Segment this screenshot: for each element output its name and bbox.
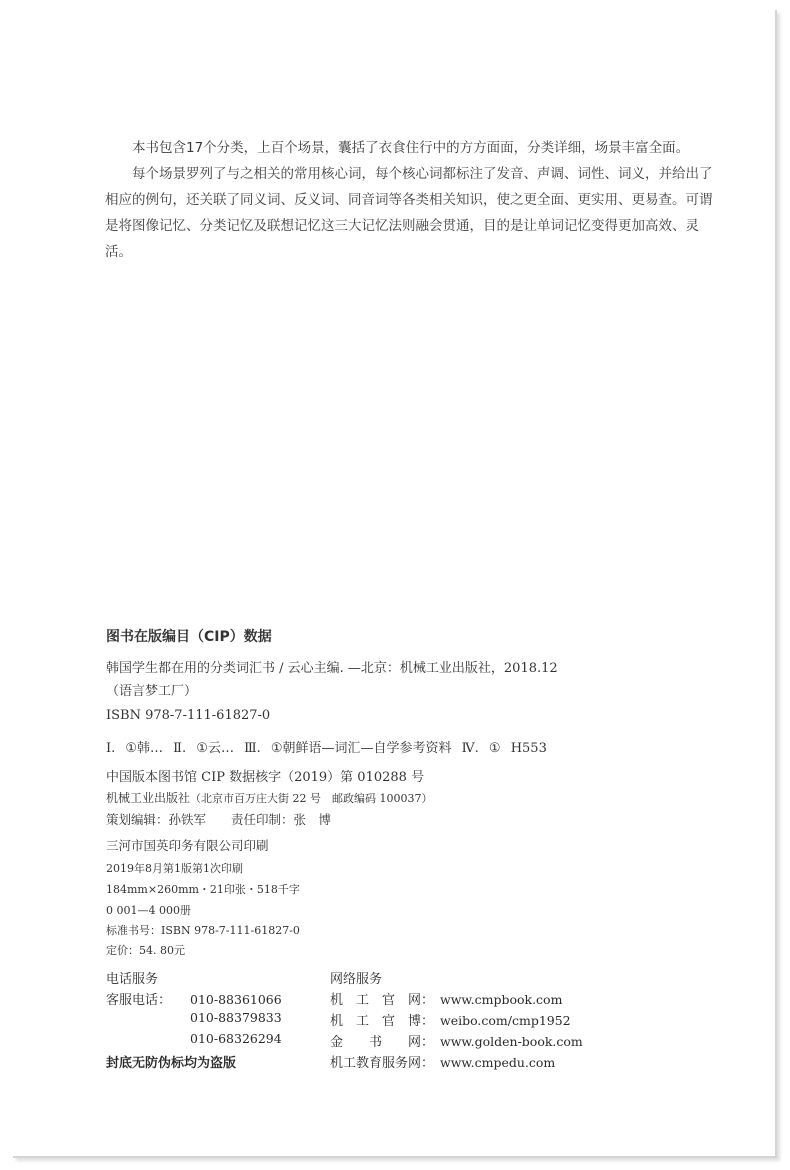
cip-isbn: ISBN 978-7-111-61827-0 <box>106 708 271 723</box>
cip-main-entry: 韩国学生都在用的分类词汇书 / 云心主编. —北京：机械工业出版社，2018.12 <box>106 661 558 676</box>
web-url: www.golden-book.com <box>440 1034 583 1049</box>
web-url: www.cmpedu.com <box>440 1055 556 1070</box>
phone-number: 010-88361066 <box>190 992 282 1007</box>
copies-line: 0 001—4 000册 <box>106 904 191 917</box>
intro-paragraph-1: 本书包含17个分类，上百个场景，囊括了衣食住行中的方方面面，分类详细，场景丰富全面。 <box>132 140 690 156</box>
publisher-address: （北京市百万庄大街 22 号 邮政编码 100037） <box>190 792 433 805</box>
phone-row <box>106 1010 282 1026</box>
web-row <box>330 1031 583 1050</box>
phone-number: 010-68326294 <box>190 1031 282 1046</box>
web-url: weibo.com/cmp1952 <box>440 1013 571 1028</box>
anti-counterfeit-notice: 封底无防伪标均为盗版 <box>106 1056 237 1071</box>
cip-title: 图书在版编目（CIP）数据 <box>106 629 272 645</box>
printer-line: 三河市国英印务有限公司印刷 <box>106 838 269 853</box>
phone-row <box>106 1031 282 1047</box>
phone-label: 客服电话： <box>106 993 172 1008</box>
web-url: www.cmpbook.com <box>440 992 563 1007</box>
format-line: 184mm×260mm・21印张・518千字 <box>106 883 300 896</box>
standard-number-line: 标准书号：ISBN 978-7-111-61827-0 <box>106 924 300 937</box>
web-label: 机 工 官 网： <box>330 993 435 1008</box>
web-label: 金 书 网： <box>330 1035 435 1050</box>
web-row <box>330 1052 555 1071</box>
intro-paragraph-2: 每个场景罗列了与之相关的常用核心词，每个核心词都标注了发音、声调、词性、词义，并给出了相应的例句，还关联了同义词、反义词、同音词等各类相关知识，使之更全面、更实用、更易查。可谓是将图像记忆、分类记忆及联想记忆这三大记忆法则融会贯通，目的是让单词记忆变得更加高效、灵活。 <box>105 166 713 260</box>
cip-series: （语言梦工厂） <box>106 684 198 699</box>
price-line: 定价：54. 80元 <box>106 944 185 957</box>
web-row <box>330 989 562 1008</box>
web-service-title: 网络服务 <box>330 972 383 987</box>
phone-row <box>106 989 282 1008</box>
editor-line: 策划编辑：孙铁军 责任印制：张 博 <box>106 812 332 827</box>
publisher-name: 机械工业出版社 <box>106 791 191 805</box>
web-row <box>330 1010 571 1029</box>
edition-line: 2019年8月第1版第1次印刷 <box>106 862 243 875</box>
web-label: 机 工 官 博： <box>330 1014 435 1029</box>
book-introduction <box>105 135 725 265</box>
phone-service-title: 电话服务 <box>106 972 159 987</box>
cip-classification: Ⅰ. ①韩… Ⅱ. ①云… Ⅲ. ①朝鲜语—词汇—自学参考资料 Ⅳ. ① H553 <box>106 741 547 756</box>
publisher-line <box>106 789 433 806</box>
cip-number: 中国版本图书馆 CIP 数据核字（2019）第 010288 号 <box>106 770 425 785</box>
web-label: 机工教育服务网： <box>330 1056 435 1071</box>
phone-number: 010-88379833 <box>190 1010 282 1025</box>
